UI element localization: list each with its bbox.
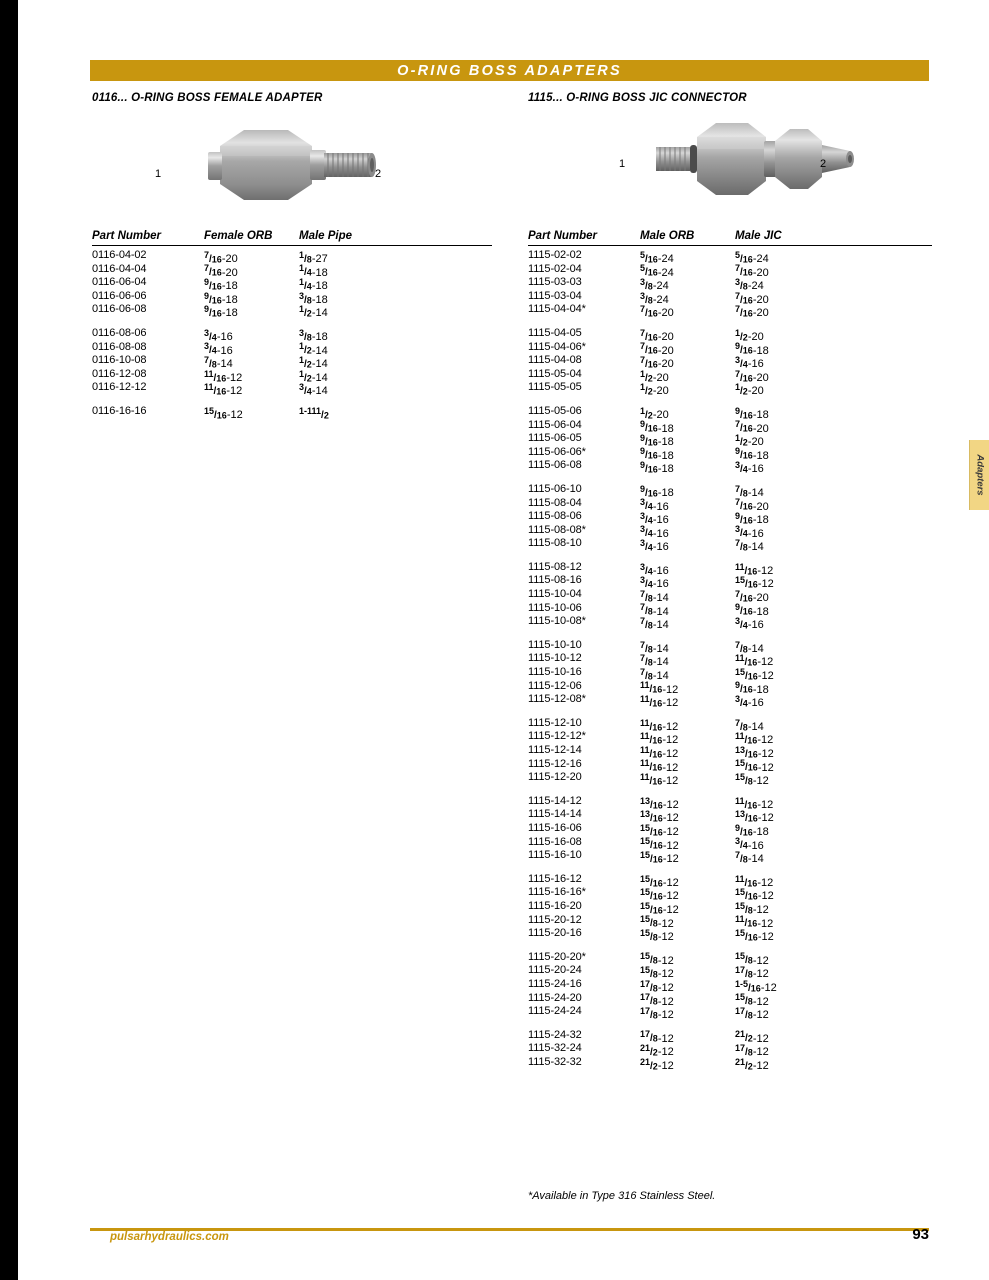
cell-size-2: $^3$/4-16 xyxy=(735,694,764,709)
cell-part-number: 1115-06-10 xyxy=(528,482,582,495)
table-row xyxy=(92,263,492,277)
table-row xyxy=(528,381,928,398)
table-row xyxy=(528,652,928,669)
cell-part-number: 1115-08-08* xyxy=(528,523,586,536)
table-row xyxy=(528,808,928,825)
table-row xyxy=(528,914,928,928)
cell-size-2: $^3$/8-18 xyxy=(299,290,328,306)
cell-size-2: $^3$/4-16 xyxy=(735,836,764,852)
cell-size-1: $^7$/16-20 xyxy=(640,341,674,357)
cell-size-1: $^{15}$/8-12 xyxy=(640,928,674,943)
cell-size-1: $^3$/4-16 xyxy=(640,575,669,591)
cell-part-number: 1115-08-10 xyxy=(528,537,582,550)
cell-part-number: 1115-32-24 xyxy=(528,1042,582,1055)
cell-part-number: 1115-16-06 xyxy=(528,821,582,834)
cell-part-number: 1115-10-16 xyxy=(528,666,582,679)
table-group xyxy=(528,560,928,632)
cell-size-1: $^{11}$/16-12 xyxy=(640,731,679,747)
cell-size-2: $^3$/8-18 xyxy=(299,327,328,343)
table-row xyxy=(92,276,492,290)
cell-size-2: $^3$/4-16 xyxy=(735,460,764,476)
side-tab-label: Adapters xyxy=(974,454,985,496)
table-group xyxy=(528,1029,928,1070)
cell-part-number: 1115-20-24 xyxy=(528,964,582,977)
table-row xyxy=(528,666,928,680)
cell-size-2: $^1$/4-18 xyxy=(299,263,328,279)
table-group xyxy=(528,951,928,1019)
cell-size-1: $^7$/8-14 xyxy=(640,639,669,655)
table-row xyxy=(92,303,492,320)
cell-size-2: $^7$/8-14 xyxy=(735,717,764,733)
table-row xyxy=(528,771,928,785)
cell-part-number: 1115-10-12 xyxy=(528,652,582,665)
cell-part-number: 1115-04-08 xyxy=(528,354,582,367)
cell-part-number: 0116-12-08 xyxy=(92,367,147,380)
cell-part-number: 1115-10-06 xyxy=(528,601,582,614)
page-edge-bar xyxy=(0,0,18,1280)
cell-size-2: $^1$/2-14 xyxy=(299,304,328,320)
table-row xyxy=(528,368,928,382)
cell-size-1: $^9$/16-18 xyxy=(640,446,674,462)
cell-part-number: 1115-10-04 xyxy=(528,588,582,601)
table-row xyxy=(528,744,928,758)
cell-size-1: $^{17}$/8-12 xyxy=(640,1006,674,1021)
cell-part-number: 1115-20-16 xyxy=(528,927,582,940)
cell-part-number: 0116-06-06 xyxy=(92,289,147,302)
cell-part-number: 1115-16-08 xyxy=(528,835,582,848)
cell-size-1: $^3$/4-16 xyxy=(640,561,669,577)
cell-size-1: $^{11}$/16-12 xyxy=(640,717,679,733)
cell-part-number: 1115-16-10 xyxy=(528,849,582,862)
cell-part-number: 1115-12-14 xyxy=(528,744,582,756)
cell-size-2: $^{17}$/8-12 xyxy=(735,1006,769,1021)
cell-size-1: $^7$/16-20 xyxy=(640,355,674,370)
cell-part-number: 1115-06-05 xyxy=(528,432,582,445)
cell-part-number: 1115-02-02 xyxy=(528,249,582,261)
table-row xyxy=(92,381,492,398)
table-row xyxy=(528,717,928,731)
footer-website: pulsarhydraulics.com xyxy=(110,1231,229,1243)
cell-size-2: $^{15}$/16-12 xyxy=(735,928,774,943)
cell-part-number: 0116-06-08 xyxy=(92,303,147,316)
table-row xyxy=(528,1056,928,1070)
cell-part-number: 1115-04-04* xyxy=(528,303,586,316)
cell-part-number: 1115-05-06 xyxy=(528,404,582,417)
cell-size-1: $^3$/4-16 xyxy=(640,538,669,554)
cell-size-1: $^{13}$/16-12 xyxy=(640,795,679,811)
table-row xyxy=(528,602,928,616)
table-row xyxy=(528,483,928,497)
cell-size-2: $^1$/2-14 xyxy=(299,368,328,384)
cell-size-2: $^7$/8-14 xyxy=(735,639,764,655)
cell-size-2: $^1$/2-20 xyxy=(735,433,764,448)
table-group xyxy=(92,405,492,419)
table-row xyxy=(528,680,928,694)
section-banner xyxy=(90,60,929,81)
table-row xyxy=(528,303,928,320)
cell-part-number: 0116-08-08 xyxy=(92,340,147,353)
cell-size-1: $^{15}$/8-12 xyxy=(640,914,674,930)
cell-part-number: 1115-14-14 xyxy=(528,808,582,821)
cell-size-1: $^1$/2-20 xyxy=(640,382,669,398)
table-row xyxy=(528,341,928,355)
table-row xyxy=(92,368,492,382)
cell-size-2: $^9$/16-18 xyxy=(735,602,769,618)
cell-part-number: 1115-14-12 xyxy=(528,794,582,807)
cell-size-1: $^5$/16-24 xyxy=(640,250,674,265)
cell-part-number: 0116-12-12 xyxy=(92,381,147,394)
cell-size-2: $^9$/16-18 xyxy=(735,680,769,696)
cell-size-1: $^{17}$/8-12 xyxy=(640,992,674,1008)
cell-size-2: $^{15}$/16-12 xyxy=(735,575,774,591)
table-row xyxy=(528,432,928,446)
col-male-orb: Male ORB xyxy=(640,230,695,242)
col-part-number: Part Number xyxy=(528,230,598,242)
cell-part-number: 1115-16-20 xyxy=(528,899,582,912)
table-group xyxy=(528,404,928,476)
cell-size-2: $^{1-111}$/2 xyxy=(299,405,329,421)
col-part-number: Part Number xyxy=(92,230,162,242)
cell-part-number: 1115-10-10 xyxy=(528,638,582,651)
cell-size-1: $^{21}$/2-12 xyxy=(640,1043,674,1059)
cell-size-2: $^{15}$/16-12 xyxy=(735,667,774,682)
cell-size-2: $^7$/8-14 xyxy=(735,483,764,499)
cell-part-number: 1115-12-10 xyxy=(528,716,582,729)
table-row xyxy=(92,290,492,304)
cell-size-1: $^{15}$/16-12 xyxy=(640,822,679,838)
cell-size-1: $^{15}$/16-12 xyxy=(640,900,679,916)
table-row xyxy=(528,951,928,965)
cell-size-2: $^3$/4-14 xyxy=(299,382,328,398)
table-row xyxy=(528,849,928,863)
table-row xyxy=(528,992,928,1006)
table-header-row xyxy=(92,230,492,246)
cell-size-1: $^7$/8-14 xyxy=(640,589,669,604)
cell-size-2: $^1$/4-18 xyxy=(299,277,328,292)
cell-size-2: $^{11}$/16-12 xyxy=(735,561,774,577)
table-row xyxy=(528,290,928,304)
table-group xyxy=(528,795,928,863)
cell-size-2: $^1$/2-20 xyxy=(735,382,764,398)
female-adapter-table xyxy=(92,230,492,429)
table-row xyxy=(528,615,928,632)
cell-part-number: 1115-12-08* xyxy=(528,693,586,706)
cell-size-1: $^{17}$/8-12 xyxy=(640,978,674,994)
table-row xyxy=(528,263,928,277)
cell-size-2: $^9$/16-18 xyxy=(735,341,769,357)
catalog-page xyxy=(18,0,989,1280)
cell-size-2: $^1$/2-14 xyxy=(299,355,328,370)
cell-part-number: 1115-06-04 xyxy=(528,418,582,431)
cell-size-1: $^3$/4-16 xyxy=(204,327,233,343)
female-adapter-image xyxy=(178,108,408,208)
cell-size-1: $^7$/8-14 xyxy=(640,602,669,618)
cell-size-1: $^{11}$/16-12 xyxy=(204,368,243,384)
cell-part-number: 1115-12-06 xyxy=(528,679,582,692)
cell-size-1: $^7$/8-14 xyxy=(640,667,669,682)
jic-connector-image xyxy=(638,105,873,210)
cell-part-number: 0116-08-06 xyxy=(92,326,147,339)
cell-size-2: $^3$/4-16 xyxy=(735,616,764,632)
side-tab-adapters xyxy=(969,440,989,510)
right-section-heading: 1115... O-RING BOSS JIC CONNECTOR xyxy=(528,92,747,104)
cell-size-2: $^{11}$/16-12 xyxy=(735,914,774,930)
cell-part-number: 0116-10-08 xyxy=(92,354,147,367)
table-row xyxy=(528,978,928,992)
cell-part-number: 1115-08-06 xyxy=(528,510,582,523)
cell-size-1: $^{15}$/16-12 xyxy=(640,850,679,865)
cell-size-1: $^5$/16-24 xyxy=(640,263,674,279)
cell-part-number: 1115-02-04 xyxy=(528,262,582,275)
banner-title: O-RING BOSS ADAPTERS xyxy=(397,62,622,79)
cell-size-2: $^7$/8-14 xyxy=(735,538,764,554)
table-row xyxy=(528,446,928,460)
cell-size-2: $^9$/16-18 xyxy=(735,822,769,838)
jic-connector-table xyxy=(528,230,928,1079)
cell-part-number: 1115-12-16 xyxy=(528,757,582,770)
cell-size-1: $^7$/16-20 xyxy=(204,250,238,265)
cell-part-number: 1115-08-12 xyxy=(528,560,582,573)
cell-part-number: 1115-04-05 xyxy=(528,326,582,339)
table-row xyxy=(528,1042,928,1059)
table-row xyxy=(528,873,928,887)
cell-size-2: $^3$/4-16 xyxy=(735,355,764,370)
cell-size-1: $^3$/4-16 xyxy=(640,497,669,513)
cell-size-2: $^3$/8-24 xyxy=(735,277,764,292)
table-row xyxy=(528,537,928,554)
cell-part-number: 0116-06-04 xyxy=(92,276,147,289)
cell-size-1: $^9$/16-18 xyxy=(640,419,674,435)
table-row xyxy=(528,497,928,511)
right-marker-1: 1 xyxy=(619,158,626,170)
table-row xyxy=(528,561,928,575)
cell-size-1: $^{15}$/16-12 xyxy=(640,873,679,889)
cell-size-2: $^{13}$/16-12 xyxy=(735,809,774,825)
table-row xyxy=(528,927,928,941)
cell-size-2: $^1$/2-14 xyxy=(299,341,328,357)
cell-part-number: 1115-24-16 xyxy=(528,977,582,990)
cell-size-2: $^7$/16-20 xyxy=(735,497,769,513)
table-row xyxy=(528,886,928,903)
cell-size-1: $^9$/16-18 xyxy=(640,483,674,499)
cell-size-2: $^{15}$/8-12 xyxy=(735,992,769,1008)
cell-size-2: $^{15}$/8-12 xyxy=(735,951,769,967)
cell-size-1: $^{11}$/16-12 xyxy=(640,745,679,760)
cell-size-1: $^7$/16-20 xyxy=(640,327,674,343)
table-row xyxy=(528,964,928,981)
cell-size-2: $^{15}$/16-12 xyxy=(735,887,774,903)
cell-size-1: $^{15}$/8-12 xyxy=(640,951,674,967)
cell-part-number: 1115-16-12 xyxy=(528,872,582,885)
cell-size-1: $^{11}$/16-12 xyxy=(640,758,679,774)
cell-size-1: $^{15}$/16-12 xyxy=(204,405,243,421)
cell-size-1: $^9$/16-18 xyxy=(204,290,238,306)
table-row xyxy=(92,249,492,263)
cell-size-2: $^{11}$/16-12 xyxy=(735,731,774,747)
table-row xyxy=(528,405,928,419)
cell-size-2: $^{15}$/8-12 xyxy=(735,772,769,787)
table-group xyxy=(528,326,928,398)
table-row xyxy=(528,510,928,524)
cell-size-2: $^{15}$/8-12 xyxy=(735,900,769,916)
cell-size-2: $^{21}$/2-12 xyxy=(735,1029,769,1045)
table-row xyxy=(528,730,928,747)
cell-size-1: $^1$/2-20 xyxy=(640,368,669,384)
table-row xyxy=(528,639,928,653)
cell-size-2: $^7$/8-14 xyxy=(735,850,764,865)
table-group xyxy=(92,326,492,398)
footnote: *Available in Type 316 Stainless Steel. xyxy=(528,1190,716,1202)
table-row xyxy=(528,354,928,368)
table-row xyxy=(528,822,928,836)
cell-size-2: $^{11}$/16-12 xyxy=(735,795,774,811)
cell-size-1: $^7$/8-14 xyxy=(640,616,669,632)
table-row xyxy=(528,249,928,263)
table-row xyxy=(528,276,928,290)
cell-size-1: $^{11}$/16-12 xyxy=(640,694,679,709)
table-row xyxy=(528,693,928,707)
cell-size-2: $^9$/16-18 xyxy=(735,446,769,462)
cell-part-number: 0116-04-04 xyxy=(92,262,147,275)
cell-size-1: $^{11}$/16-12 xyxy=(640,680,679,696)
left-marker-2: 2 xyxy=(375,168,382,180)
cell-part-number: 0116-16-16 xyxy=(92,404,147,417)
cell-size-1: $^7$/8-14 xyxy=(204,355,233,370)
table-row xyxy=(92,354,492,368)
cell-size-2: $^{17}$/8-12 xyxy=(735,1043,769,1059)
table-row xyxy=(528,1005,928,1019)
table-row xyxy=(528,758,928,772)
table-row xyxy=(528,1029,928,1043)
cell-part-number: 1115-24-20 xyxy=(528,991,582,1004)
cell-size-2: $^1$/2-20 xyxy=(735,327,764,343)
cell-size-2: $^7$/16-20 xyxy=(735,290,769,306)
table-row xyxy=(528,836,928,850)
cell-part-number: 0116-04-02 xyxy=(92,249,147,261)
cell-size-2: $^9$/16-18 xyxy=(735,511,769,526)
cell-size-1: $^3$/4-16 xyxy=(640,511,669,526)
table-body xyxy=(92,246,492,419)
cell-size-1: $^7$/16-20 xyxy=(204,263,238,279)
cell-size-2: $^{11}$/16-12 xyxy=(735,653,774,669)
cell-size-1: $^{21}$/2-12 xyxy=(640,1056,674,1072)
cell-part-number: 1115-04-06* xyxy=(528,340,586,353)
cell-part-number: 1115-06-06* xyxy=(528,445,586,458)
cell-size-2: $^7$/16-20 xyxy=(735,368,769,384)
cell-size-2: $^{11}$/16-12 xyxy=(735,873,774,889)
table-body xyxy=(528,246,928,1072)
cell-size-1: $^9$/16-18 xyxy=(640,433,674,448)
cell-part-number: 1115-16-16* xyxy=(528,886,586,899)
table-group xyxy=(528,639,928,707)
cell-size-1: $^9$/16-18 xyxy=(640,460,674,476)
page-number: 93 xyxy=(912,1226,929,1243)
cell-part-number: 1115-10-08* xyxy=(528,615,586,628)
cell-size-2: $^1$/8-27 xyxy=(299,250,328,265)
cell-part-number: 1115-20-12 xyxy=(528,913,582,926)
cell-part-number: 1115-08-04 xyxy=(528,496,582,509)
cell-size-1: $^9$/16-18 xyxy=(204,304,238,320)
cell-size-2: $^{21}$/2-12 xyxy=(735,1056,769,1072)
table-group xyxy=(528,249,928,320)
cell-size-1: $^{11}$/16-12 xyxy=(204,382,243,398)
cell-part-number: 1115-20-20* xyxy=(528,950,586,963)
cell-size-2: $^{13}$/16-12 xyxy=(735,745,774,760)
cell-size-1: $^7$/8-14 xyxy=(640,653,669,669)
cell-size-2: $^5$/16-24 xyxy=(735,250,769,265)
cell-size-1: $^{11}$/16-12 xyxy=(640,772,679,787)
table-row xyxy=(528,459,928,476)
cell-size-2: $^7$/16-20 xyxy=(735,304,769,320)
table-row xyxy=(528,588,928,602)
left-marker-1: 1 xyxy=(155,168,162,180)
cell-size-2: $^7$/16-20 xyxy=(735,589,769,604)
cell-size-1: $^1$/2-20 xyxy=(640,405,669,421)
cell-part-number: 1115-06-08 xyxy=(528,459,582,472)
col-male-pipe: Male Pipe xyxy=(299,230,353,242)
left-section-heading: 0116... O-RING BOSS FEMALE ADAPTER xyxy=(92,92,323,104)
table-header-row xyxy=(528,230,932,246)
cell-part-number: 1115-32-32 xyxy=(528,1055,582,1068)
cell-size-1: $^3$/8-24 xyxy=(640,290,669,306)
col-male-jic: Male JIC xyxy=(735,230,782,242)
table-row xyxy=(92,341,492,355)
table-row xyxy=(528,574,928,591)
table-row xyxy=(92,327,492,341)
right-marker-2: 2 xyxy=(820,158,827,170)
cell-size-1: $^3$/8-24 xyxy=(640,277,669,292)
cell-size-2: $^7$/16-20 xyxy=(735,419,769,435)
col-female-orb: Female ORB xyxy=(204,230,273,242)
cell-size-2: $^3$/4-16 xyxy=(735,524,764,540)
cell-part-number: 1115-05-04 xyxy=(528,367,582,380)
cell-part-number: 1115-05-05 xyxy=(528,381,582,394)
cell-part-number: 1115-08-16 xyxy=(528,574,582,587)
table-row xyxy=(528,524,928,538)
table-row xyxy=(92,405,492,419)
table-group xyxy=(528,717,928,785)
table-group xyxy=(92,249,492,320)
cell-part-number: 1115-03-03 xyxy=(528,276,582,289)
cell-size-1: $^{15}$/8-12 xyxy=(640,965,674,981)
cell-part-number: 1115-24-32 xyxy=(528,1028,582,1041)
table-row xyxy=(528,795,928,809)
table-row xyxy=(528,327,928,341)
cell-size-2: $^{17}$/8-12 xyxy=(735,965,769,981)
cell-size-1: $^{15}$/16-12 xyxy=(640,836,679,852)
cell-size-2: $^7$/16-20 xyxy=(735,263,769,279)
cell-part-number: 1115-12-12* xyxy=(528,730,586,743)
cell-size-1: $^{17}$/8-12 xyxy=(640,1029,674,1045)
cell-size-1: $^7$/16-20 xyxy=(640,304,674,320)
table-row xyxy=(528,900,928,914)
table-group xyxy=(528,873,928,941)
cell-size-1: $^9$/16-18 xyxy=(204,277,238,292)
cell-size-2: $^{15}$/16-12 xyxy=(735,758,774,774)
cell-part-number: 1115-24-24 xyxy=(528,1005,582,1018)
cell-part-number: 1115-12-20 xyxy=(528,771,582,784)
cell-size-1: $^{13}$/16-12 xyxy=(640,809,679,825)
table-row xyxy=(528,419,928,433)
cell-size-1: $^{15}$/16-12 xyxy=(640,887,679,903)
cell-size-2: $^9$/16-18 xyxy=(735,405,769,421)
cell-part-number: 1115-03-04 xyxy=(528,289,582,302)
table-group xyxy=(528,482,928,554)
cell-size-1: $^3$/4-16 xyxy=(204,341,233,357)
cell-size-1: $^3$/4-16 xyxy=(640,524,669,540)
cell-size-2: $^{1-5}$/16-12 xyxy=(735,978,777,994)
